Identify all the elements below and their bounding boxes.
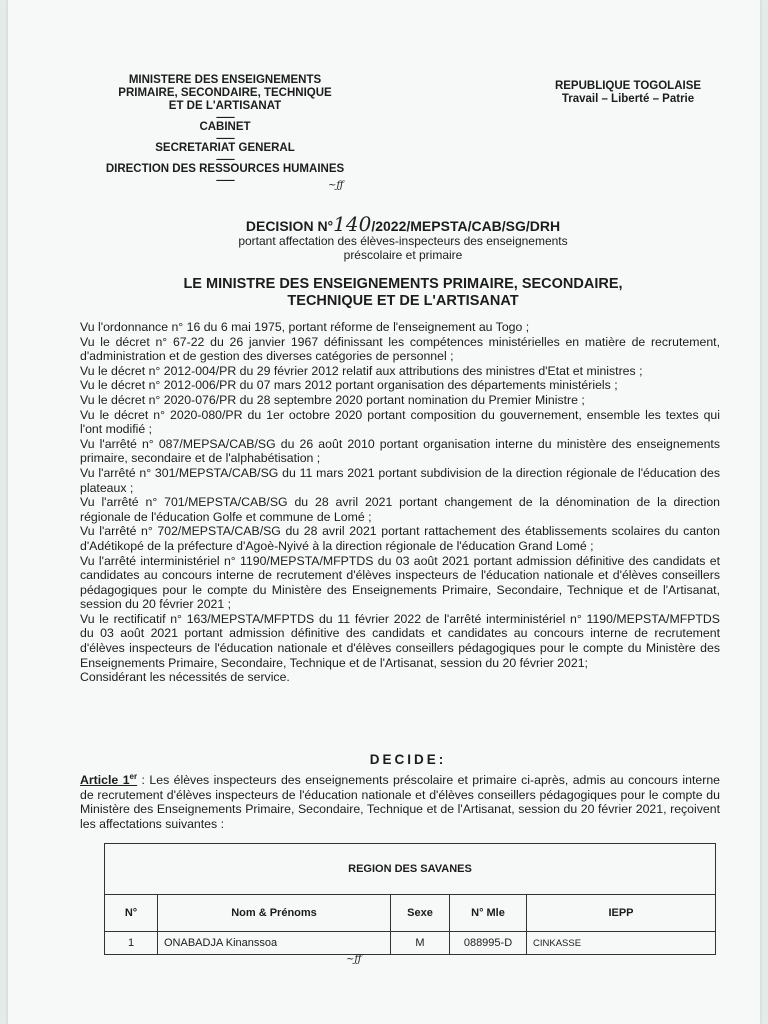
cabinet-label: CABINET bbox=[199, 121, 251, 133]
initials-mark-bottom: ~ƒƒ bbox=[346, 954, 362, 965]
header-row bbox=[105, 895, 716, 932]
article-label: Article 1er bbox=[80, 772, 138, 788]
subtitle-line-1: portant affectation des élèves-inspecteurs des enseignements bbox=[238, 234, 568, 248]
ministry-line-3: ET DE L'ARTISANAT bbox=[168, 100, 282, 112]
visa-item: Vu le décret n° 2012-004/PR du 29 février 2012 relatif aux attributions des ministres d'Etat et ministres ; bbox=[80, 363, 643, 378]
visa-item: Vu le décret n° 2020-076/PR du 28 septembre 2020 portant nomination du Premier Ministre ; bbox=[80, 392, 585, 407]
separator: --------- bbox=[216, 175, 234, 185]
visa-item: Vu l'arrêté n° 701/MEPSTA/CAB/SG du 28 avril 2021 portant changement de la dénomination de la direction régionale de l'éducation Golfe et commune de Lomé ; bbox=[80, 495, 720, 524]
visa-item: Vu l'arrêté n° 702/MEPSTA/CAB/SG du 28 avril 2021 portant rattachement des établissements scolaires du canton d'Adétikopé de la préfecture d'Agoè-Nyivé à la direction régionale de l'éducation Grand Lomé ; bbox=[80, 524, 720, 553]
separator: --------- bbox=[216, 133, 234, 143]
col-matricule: N° Mle bbox=[450, 895, 527, 932]
drh-label: DIRECTION DES RESSOURCES HUMAINES bbox=[105, 163, 345, 175]
minister-line-2: TECHNIQUE ET DE L'ARTISANAT bbox=[287, 293, 519, 309]
decision-prefix: DECISION N° bbox=[245, 218, 334, 234]
decision-subtitle bbox=[158, 234, 648, 262]
visa-item: Vu le décret n° 67-22 du 26 janvier 1967 définissant les compétences ministérielles en matière de recrutement, d'administration et de gestion des diverses catégories de personnel ; bbox=[80, 334, 720, 364]
region-name: REGION DES SAVANES bbox=[105, 844, 716, 895]
visa-item: Vu le rectificatif n° 163/MEPSTA/MFPTDS du 11 février 2022 de l'arrêté interministériel n° 1190/MEPSTA/MFPTDS du 03 août 2021 portant admission définitive des candidats et candidates au concours interne de recrutement d'élèves inspecteurs de l'éducation nationale et d'élèves conseillers pédagogiques pour le compte du Ministère des Enseignements Primaire, Secondaire, Technique et de l'Artisanat, session du 20 février 2021; bbox=[80, 611, 720, 670]
republic-name: REPUBLIQUE TOGOLAISE bbox=[554, 80, 702, 92]
cell-sex: M bbox=[391, 932, 450, 955]
considerant: Considérant les nécessités de service. bbox=[80, 670, 290, 685]
initials-mark: ~ƒƒ bbox=[328, 180, 344, 191]
visa-item: Vu l'ordonnance n° 16 du 6 mai 1975, portant réforme de l'enseignement au Togo ; bbox=[80, 320, 530, 334]
minister-line-1: LE MINISTRE DES ENSEIGNEMENTS PRIMAIRE, SECONDAIRE, bbox=[183, 276, 623, 292]
separator: --------- bbox=[216, 112, 234, 122]
decide-heading: DECIDE: bbox=[369, 752, 447, 767]
visa-item: Vu l'arrêté n° 087/MEPSA/CAB/SG du 26 août 2010 portant organisation interne du ministère des enseignements primaire, secondaire et de l'alphabétisation ; bbox=[80, 436, 720, 466]
separator: --------- bbox=[216, 154, 234, 164]
region-row bbox=[105, 844, 716, 895]
decision-suffix: /2022/MEPSTA/CAB/SG/DRH bbox=[371, 218, 561, 234]
document-page bbox=[8, 0, 760, 1024]
col-iepp: IEPP bbox=[527, 895, 716, 932]
republic-header bbox=[538, 80, 718, 106]
sg-label: SECRETARIAT GENERAL bbox=[155, 142, 295, 154]
col-name: Nom & Prénoms bbox=[158, 895, 391, 932]
subtitle-line-2: préscolaire et primaire bbox=[343, 248, 463, 262]
article-text: : Les élèves inspecteurs des enseignements préscolaire et primaire ci-après, admis au concours interne de recrutement d'élèves inspecteurs de l'éducation nationale et d'élèves conseillers pédagogiques pour le compte du Ministère des Enseignements Primaire, Secondaire, Technique et de l'Artisanat, session du 20 février 2021, reçoivent les affectations suivantes : bbox=[80, 773, 720, 831]
cell-iepp: CINKASSE bbox=[527, 932, 716, 955]
cell-name: ONABADJA Kinanssoa bbox=[158, 932, 391, 955]
visa-item: Vu l'arrêté interministériel n° 1190/MEPSTA/MFPTDS du 03 août 2021 portant admission définitive des candidats et candidates au concours interne de recrutement d'élèves inspecteurs de l'éducation nationale et d'élèves conseillers pédagogiques pour le compte du Ministère des Enseignements Primaire, Secondaire, Technique et de l'Artisanat, session du 20 février 2021 ; bbox=[80, 553, 720, 612]
visa-item: Vu le décret n° 2012-006/PR du 07 mars 2012 portant organisation des départements ministériels ; bbox=[80, 378, 618, 393]
ministry-header bbox=[80, 74, 370, 184]
cell-number: 1 bbox=[105, 932, 158, 955]
col-sex: Sexe bbox=[391, 895, 450, 932]
assignment-table bbox=[104, 843, 716, 955]
republic-motto: Travail – Liberté – Patrie bbox=[561, 93, 695, 105]
visa-item: Vu le décret n° 2020-080/PR du 1er octobre 2020 portant composition du gouvernement, ensemble les textes qui l'ont modifié ; bbox=[80, 407, 720, 437]
minister-heading bbox=[98, 276, 708, 310]
ministry-line-1: MINISTERE DES ENSEIGNEMENTS bbox=[128, 74, 322, 86]
visa-item: Vu l'arrêté n° 301/MEPSTA/CAB/SG du 11 mars 2021 portant subdivision de la direction régionale de l'éducation des plateaux ; bbox=[80, 465, 720, 495]
decision-title bbox=[158, 212, 648, 236]
cell-matricule: 088995-D bbox=[450, 932, 527, 955]
col-number: N° bbox=[105, 895, 158, 932]
article-1 bbox=[80, 770, 720, 831]
table-row bbox=[105, 932, 716, 955]
visas-list bbox=[80, 320, 720, 685]
decision-number: 140 bbox=[333, 212, 372, 236]
ministry-line-2: PRIMAIRE, SECONDAIRE, TECHNIQUE bbox=[118, 87, 332, 99]
